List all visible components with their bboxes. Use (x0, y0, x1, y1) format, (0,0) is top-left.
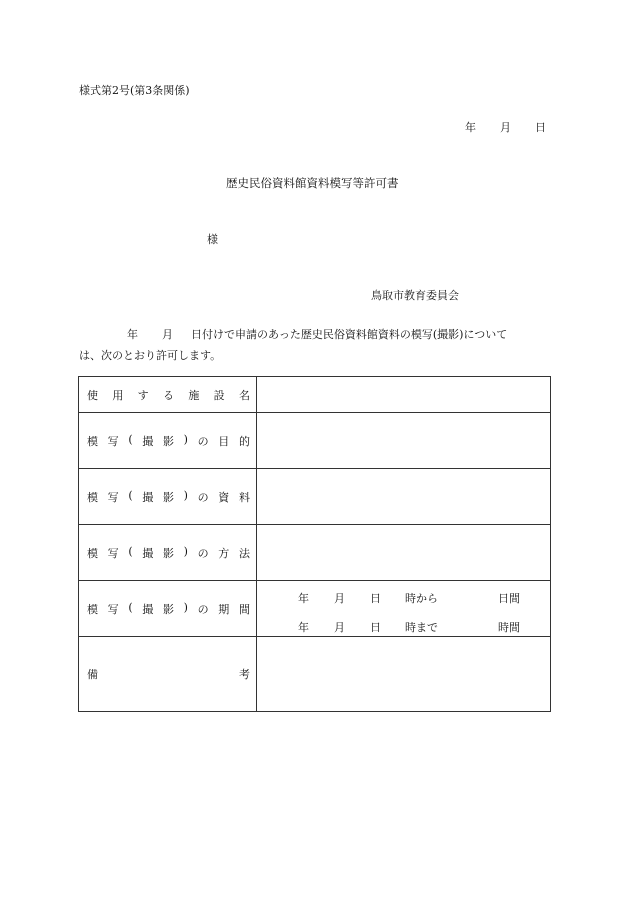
label-char: 写 (107, 602, 119, 616)
materials-label (79, 469, 257, 525)
period-to-year: 年 (298, 621, 309, 634)
date-year-label: 年 (465, 121, 476, 134)
facility-name-label (79, 377, 257, 413)
label-char: 写 (107, 490, 119, 504)
label-char: 撮 (142, 434, 154, 448)
period-to-month: 月 (334, 621, 345, 634)
body-text-line-2: は、次のとおり許可します。 (79, 349, 222, 362)
label-char: 施 (188, 388, 200, 402)
period-to-day: 日 (370, 621, 381, 634)
label-char: の (197, 434, 209, 448)
label-char: 使 (87, 388, 98, 402)
label-char: の (197, 602, 209, 616)
issuer-name: 鳥取市教育委員会 (371, 289, 459, 302)
label-char: 法 (238, 546, 250, 560)
document-title: 歴史民俗資料館資料模写等許可書 (226, 176, 399, 190)
label-char: 的 (238, 434, 250, 448)
label-char: す (137, 388, 149, 402)
label-char: ) (183, 432, 188, 446)
period-from-month: 月 (334, 592, 345, 605)
issue-date (465, 119, 546, 135)
label-char: 影 (162, 434, 174, 448)
form-number: 様式第2号(第3条関係) (79, 84, 190, 97)
date-month-label: 月 (500, 121, 511, 134)
body-text-line-1: 日付けで申請のあった歴史民俗資料館資料の模写(撮影)について (191, 328, 508, 341)
label-char: 方 (218, 546, 230, 560)
label-char: 考 (239, 668, 250, 681)
table-row (79, 413, 551, 469)
method-field[interactable] (257, 525, 551, 581)
label-char: 撮 (142, 546, 154, 560)
purpose-label (79, 413, 257, 469)
purpose-field[interactable] (257, 413, 551, 469)
body-text (79, 324, 551, 366)
label-char: 備 (87, 668, 98, 681)
label-char: 影 (162, 546, 174, 560)
body-month-label: 月 (162, 328, 173, 341)
permit-table (78, 376, 551, 712)
remarks-field[interactable] (257, 637, 551, 712)
period-from-year: 年 (298, 592, 309, 605)
label-char: 設 (213, 388, 225, 402)
label-char: 目 (218, 434, 230, 448)
period-from-day: 日 (370, 592, 381, 605)
body-year-label: 年 (127, 328, 138, 341)
table-row (79, 525, 551, 581)
label-char: 用 (112, 388, 124, 402)
label-char: ) (183, 544, 188, 558)
label-char: 模 (87, 490, 98, 504)
period-hours-unit: 時間 (498, 621, 520, 634)
label-char: ( (128, 488, 133, 502)
period-to-suffix: 時まで (405, 621, 438, 634)
label-char: ( (128, 544, 133, 558)
label-char: 撮 (142, 602, 154, 616)
date-day-label: 日 (535, 121, 546, 134)
label-char: 影 (162, 490, 174, 504)
label-char: 名 (238, 388, 250, 402)
label-char: 料 (238, 490, 250, 504)
remarks-label (79, 637, 257, 712)
table-row (79, 377, 551, 413)
facility-name-field[interactable] (257, 377, 551, 413)
label-char: ( (128, 600, 133, 614)
label-char: 影 (162, 602, 174, 616)
table-row (79, 637, 551, 712)
label-char: 写 (107, 434, 119, 448)
table-row (79, 581, 551, 637)
addressee-suffix: 様 (207, 233, 218, 246)
period-days-unit: 日間 (498, 592, 520, 605)
label-char: 模 (87, 602, 98, 616)
table-row (79, 469, 551, 525)
label-char: の (197, 546, 209, 560)
label-char: の (197, 490, 209, 504)
label-char: 模 (87, 546, 98, 560)
materials-field[interactable] (257, 469, 551, 525)
period-from-suffix: 時から (405, 592, 438, 605)
label-char: ( (128, 432, 133, 446)
label-char: る (162, 388, 174, 402)
label-char: 間 (238, 602, 250, 616)
label-char: ) (183, 600, 188, 614)
method-label (79, 525, 257, 581)
label-char: 資 (218, 490, 230, 504)
label-char: 期 (218, 602, 230, 616)
label-char: ) (183, 488, 188, 502)
period-label (79, 581, 257, 637)
label-char: 模 (87, 434, 98, 448)
label-char: 写 (107, 546, 119, 560)
period-field[interactable] (257, 581, 551, 637)
label-char: 撮 (142, 490, 154, 504)
